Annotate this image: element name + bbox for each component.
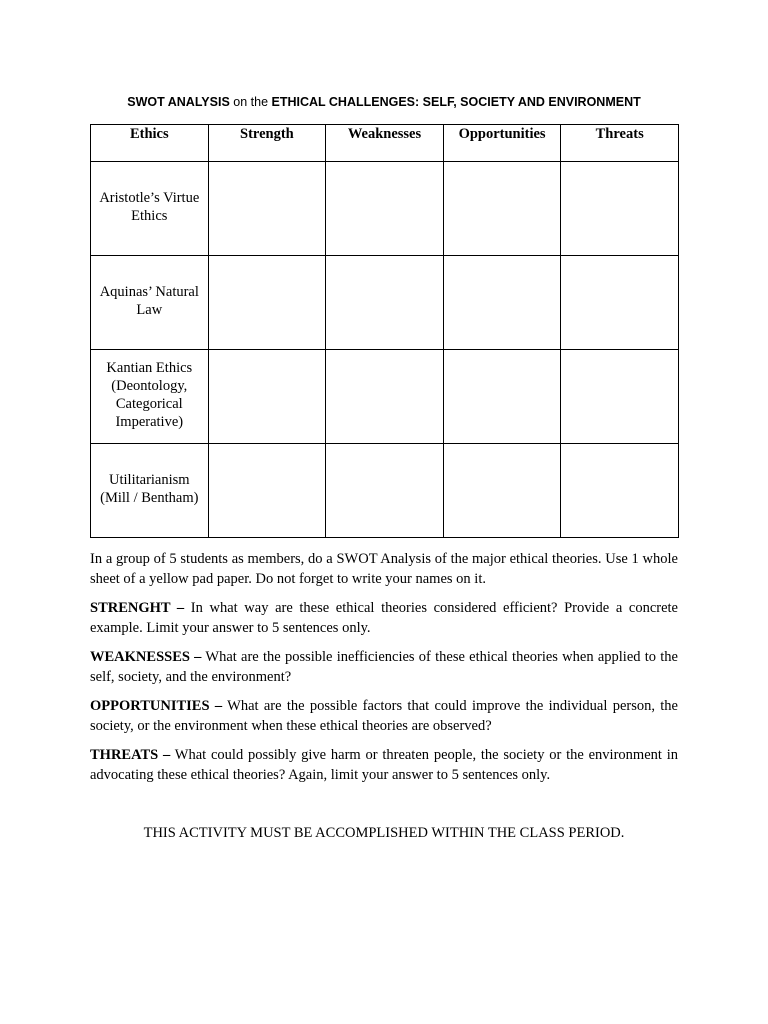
instruction-text: What are the possible inefficiencies of these ethical theories when applied to the self, society, and the environment?	[90, 649, 678, 685]
table-row	[91, 162, 679, 256]
instruction-opportunities	[90, 697, 678, 736]
instruction-threats	[90, 746, 678, 785]
weaknesses-cell	[326, 162, 444, 256]
instruction-term: THREATS –	[90, 747, 171, 763]
weaknesses-cell	[326, 256, 444, 350]
threats-cell	[561, 256, 679, 350]
strength-cell	[208, 162, 326, 256]
opportunities-cell	[443, 350, 561, 444]
ethic-aristotle: Aristotle’s Virtue Ethics	[91, 162, 209, 256]
header-threats: Threats	[561, 125, 679, 162]
instruction-term: WEAKNESSES –	[90, 649, 202, 665]
strength-cell	[208, 350, 326, 444]
opportunities-cell	[443, 444, 561, 538]
instructions-block	[90, 550, 678, 795]
ethic-aquinas: Aquinas’ Natural Law	[91, 256, 209, 350]
title-connector: on the	[229, 95, 272, 109]
deadline-note: THIS ACTIVITY MUST BE ACCOMPLISHED WITHIN THE CLASS PERIOD.	[143, 825, 625, 841]
header-ethics: Ethics	[91, 125, 209, 162]
swot-header-row	[91, 125, 679, 162]
instruction-text: What are the possible factors that could improve the individual person, the society, or the environment when these ethical theories are observed?	[90, 698, 678, 734]
threats-cell	[561, 444, 679, 538]
opportunities-cell	[443, 256, 561, 350]
ethic-kantian: Kantian Ethics (Deontology, Categorical Imperative)	[91, 350, 209, 444]
instructions-intro: In a group of 5 students as members, do a SWOT Analysis of the major ethical theories. Use 1 whole sheet of a yellow pad paper. Do not forget to write your names on it.	[90, 551, 678, 587]
instruction-weaknesses	[90, 648, 678, 687]
strength-cell	[208, 256, 326, 350]
header-opportunities: Opportunities	[443, 125, 561, 162]
instruction-term: OPPORTUNITIES –	[90, 698, 223, 714]
title-swot-analysis: SWOT ANALYSIS	[127, 95, 230, 109]
instruction-text: In what way are these ethical theories considered efficient? Provide a concrete example. Limit your answer to 5 sentences only.	[90, 600, 678, 636]
opportunities-cell	[443, 162, 561, 256]
instruction-strength	[90, 599, 678, 638]
weaknesses-cell	[326, 444, 444, 538]
strength-cell	[208, 444, 326, 538]
instruction-text: What could possibly give harm or threaten people, the society or the environment in advocating these ethical theories? Again, limit your answer to 5 sentences only.	[90, 747, 678, 783]
swot-table	[90, 124, 679, 538]
title-topic: ETHICAL CHALLENGES: SELF, SOCIETY AND ENVIRONMENT	[271, 95, 641, 109]
weaknesses-cell	[326, 350, 444, 444]
threats-cell	[561, 350, 679, 444]
table-row	[91, 256, 679, 350]
page-title	[0, 94, 768, 110]
header-weaknesses: Weaknesses	[326, 125, 444, 162]
table-row	[91, 444, 679, 538]
header-strength: Strength	[208, 125, 326, 162]
instruction-term: STRENGHT –	[90, 600, 185, 616]
threats-cell	[561, 162, 679, 256]
ethic-utilitarianism: Utilitarianism (Mill / Bentham)	[91, 444, 209, 538]
table-row	[91, 350, 679, 444]
